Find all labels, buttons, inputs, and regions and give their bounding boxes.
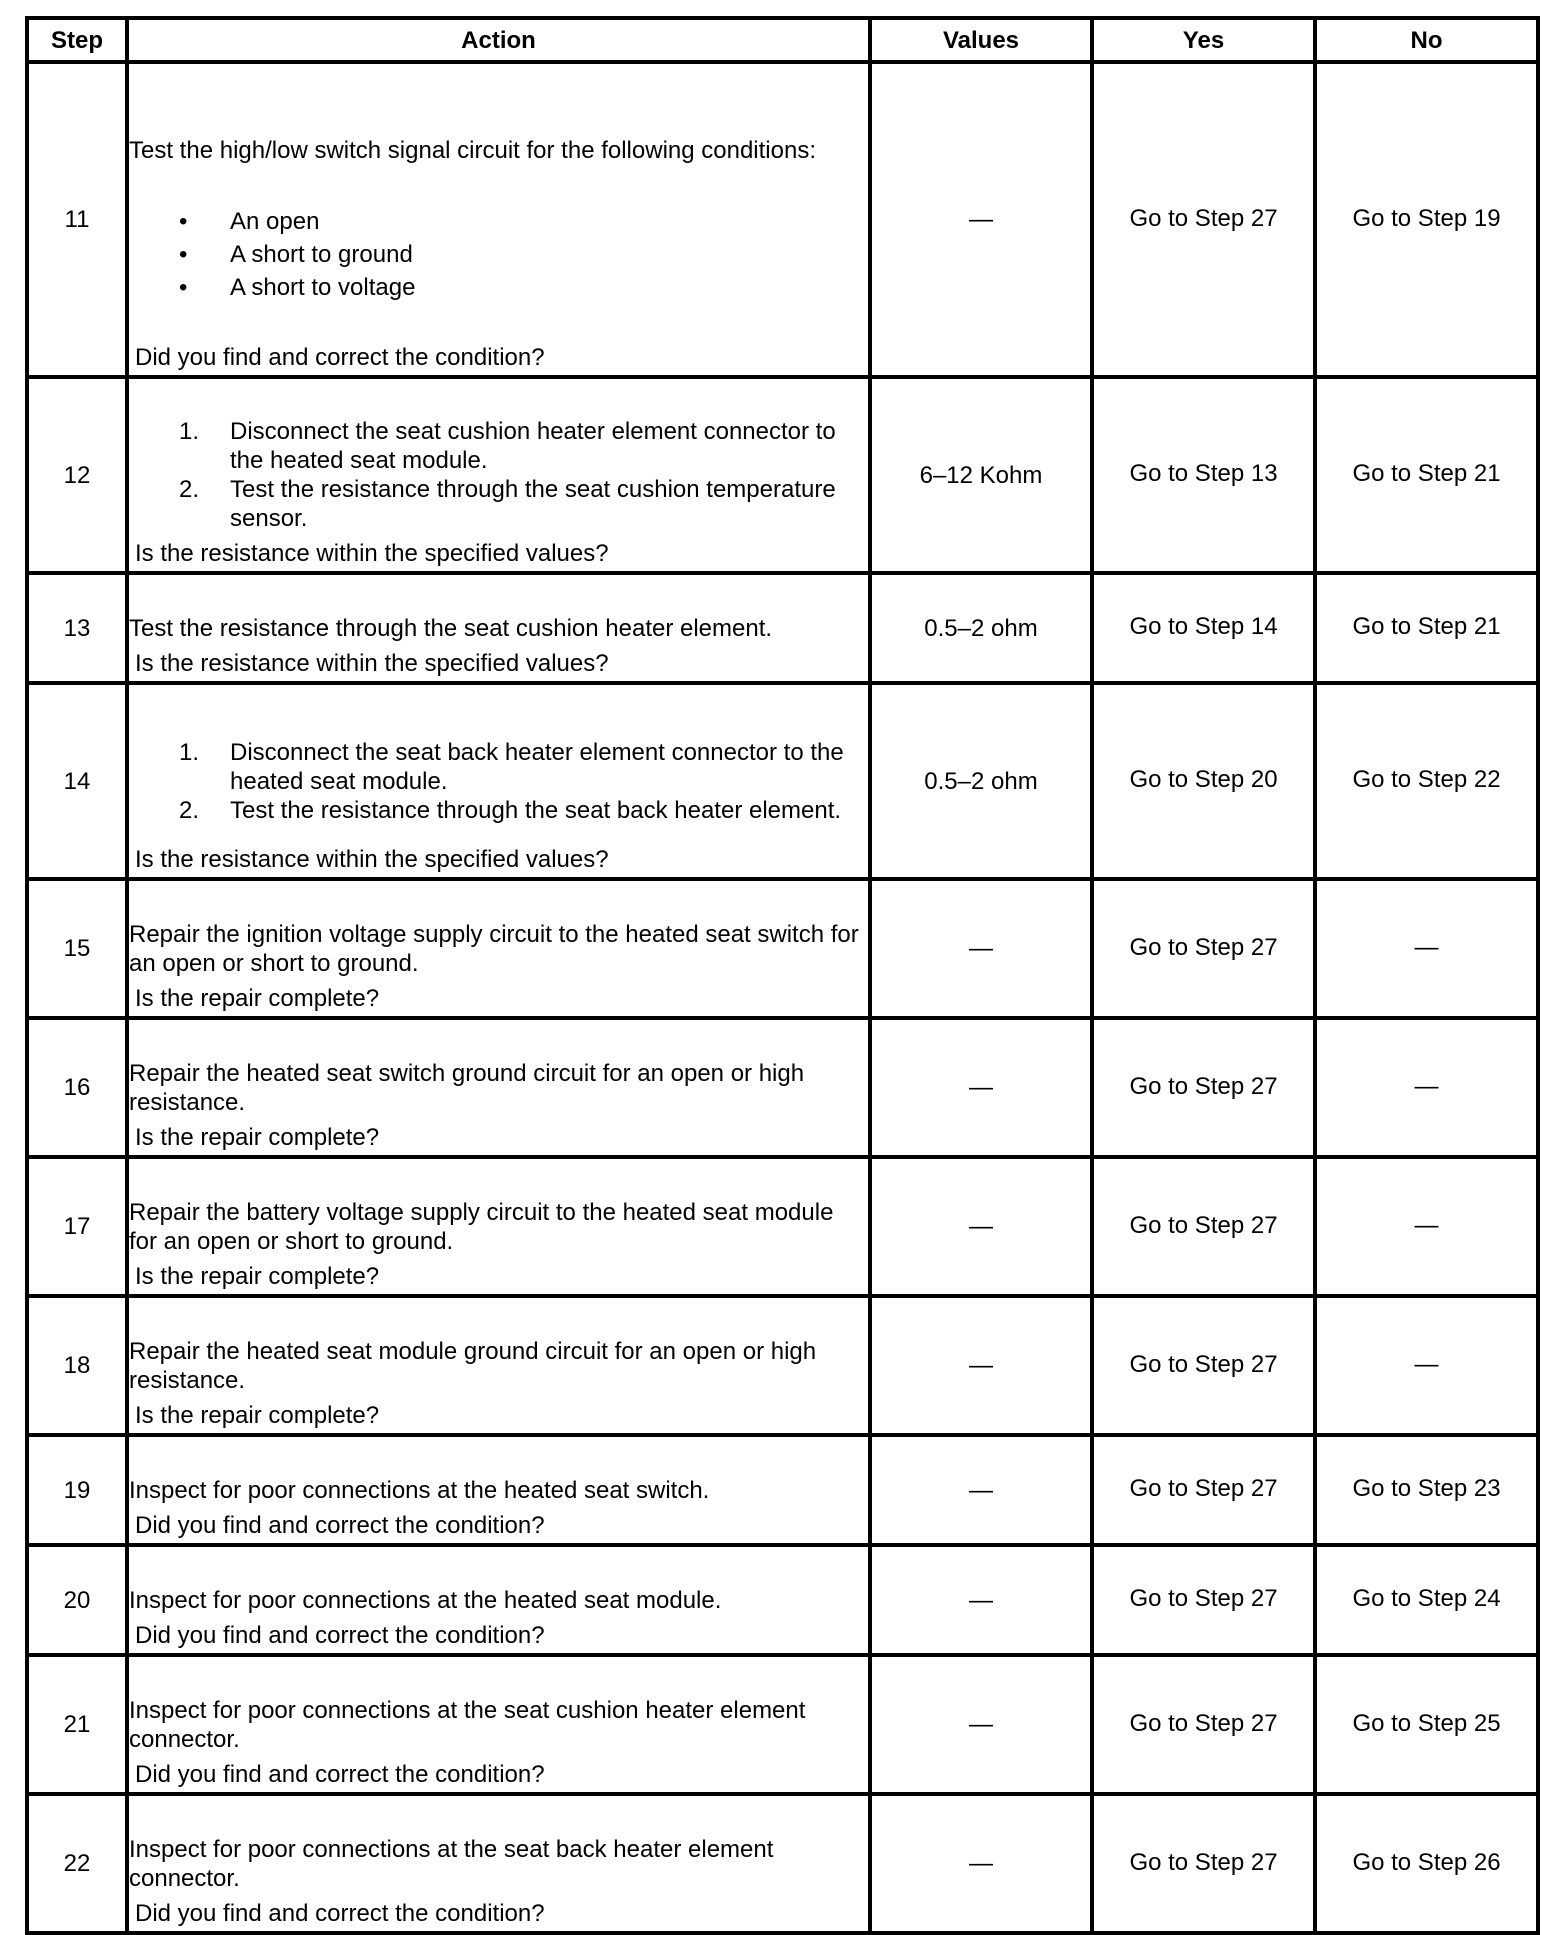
list-item: • An open — [129, 205, 868, 238]
action-intro: Repair the heated seat module ground circuit for an open or high resistance. — [129, 1337, 817, 1394]
yes-cell — [1092, 1794, 1315, 1933]
value-cell: — — [870, 1435, 1092, 1545]
no-link: Go to Step 21 — [1352, 460, 1501, 487]
no-cell — [1315, 1296, 1538, 1435]
yes-link: Go to Step 27 — [1129, 1709, 1278, 1737]
no-cell — [1315, 573, 1538, 683]
no-cell — [1315, 683, 1538, 879]
list-item: • A short to voltage — [129, 271, 868, 304]
yes-cell — [1092, 683, 1315, 879]
header-no: No — [1315, 18, 1538, 62]
yes-cell — [1092, 1435, 1315, 1545]
action-question: Did you find and correct the condition? — [135, 344, 545, 371]
action-intro: Inspect for poor connections at the seat back heater element connector. — [129, 1835, 774, 1892]
no-cell — [1315, 1655, 1538, 1794]
value-cell: — — [870, 1018, 1092, 1157]
value-cell: — — [870, 1545, 1092, 1655]
action-question: Is the repair complete? — [135, 985, 380, 1012]
no-cell — [1315, 377, 1538, 573]
value-cell: — — [870, 1296, 1092, 1435]
table-row — [27, 1018, 1538, 1157]
list-item: 2. Test the resistance through the seat cushion temperature sensor. — [179, 476, 836, 532]
table-row — [27, 1435, 1538, 1545]
yes-cell — [1092, 377, 1315, 573]
no-link: Go to Step 19 — [1352, 204, 1501, 232]
action-intro: Test the resistance through the seat cushion heater element. — [129, 614, 773, 642]
action-question: Did you find and correct the condition? — [135, 1761, 545, 1788]
action-question: Did you find and correct the condition? — [135, 1900, 545, 1927]
action-cell — [127, 1794, 870, 1933]
step-number: 15 — [27, 879, 127, 1018]
yes-cell — [1092, 879, 1315, 1018]
header-values: Values — [870, 18, 1092, 62]
value-cell: — — [870, 1157, 1092, 1296]
table-row — [27, 1794, 1538, 1933]
table-row — [27, 1545, 1538, 1655]
action-cell — [127, 1296, 870, 1435]
yes-link: Go to Step 20 — [1129, 766, 1278, 793]
step-number: 18 — [27, 1296, 127, 1435]
action-intro: Test the high/low switch signal circuit for the following conditions: — [129, 136, 816, 164]
yes-cell — [1092, 1296, 1315, 1435]
step-number: 14 — [27, 683, 127, 879]
no-cell — [1315, 1794, 1538, 1933]
table-row — [27, 62, 1538, 377]
value-cell: — — [870, 1794, 1092, 1933]
table-row — [27, 377, 1538, 573]
step-number: 17 — [27, 1157, 127, 1296]
action-cell — [127, 1157, 870, 1296]
action-intro: Repair the heated seat switch ground circuit for an open or high resistance. — [129, 1059, 805, 1116]
action-question: Is the repair complete? — [135, 1124, 380, 1151]
no-cell — [1315, 1018, 1538, 1157]
table-row — [27, 683, 1538, 879]
no-link: Go to Step 25 — [1352, 1709, 1501, 1737]
no-link: Go to Step 22 — [1352, 766, 1501, 793]
step-number: 11 — [27, 62, 127, 377]
action-cell — [127, 1435, 870, 1545]
procedure-list — [129, 738, 868, 825]
diagnostic-table — [25, 16, 1540, 1935]
header-step: Step — [27, 18, 127, 62]
action-intro: Repair the battery voltage supply circuit to the heated seat module for an open or short to ground. — [129, 1198, 834, 1255]
step-number: 16 — [27, 1018, 127, 1157]
yes-link: Go to Step 14 — [1129, 613, 1278, 640]
step-number: 13 — [27, 573, 127, 683]
action-question: Is the repair complete? — [135, 1402, 380, 1429]
yes-link: Go to Step 27 — [1129, 1848, 1278, 1876]
no-cell — [1315, 879, 1538, 1018]
action-cell — [127, 1018, 870, 1157]
value-cell: 0.5–2 ohm — [870, 683, 1092, 879]
yes-link: Go to Step 27 — [1129, 1350, 1278, 1378]
action-question: Is the repair complete? — [135, 1263, 380, 1290]
yes-link: Go to Step 27 — [1129, 1585, 1278, 1612]
no-cell — [1315, 1435, 1538, 1545]
step-number: 22 — [27, 1794, 127, 1933]
yes-link: Go to Step 27 — [1129, 1211, 1278, 1239]
action-question: Is the resistance within the specified values? — [135, 846, 609, 873]
table-row — [27, 1655, 1538, 1794]
value-cell: 6–12 Kohm — [870, 377, 1092, 573]
action-cell — [127, 377, 870, 573]
no-link: Go to Step 26 — [1352, 1848, 1501, 1876]
bullet-icon: • — [179, 273, 188, 301]
value-cell: — — [870, 62, 1092, 377]
list-item: 2. Test the resistance through the seat back heater element. — [179, 796, 842, 824]
action-intro: Inspect for poor connections at the heated seat switch. — [129, 1476, 710, 1504]
yes-link: Go to Step 13 — [1129, 460, 1278, 487]
yes-cell — [1092, 573, 1315, 683]
action-intro: Repair the ignition voltage supply circuit to the heated seat switch for an open or short to ground. — [129, 920, 859, 977]
procedure-list — [129, 417, 868, 533]
yes-link: Go to Step 27 — [1129, 1072, 1278, 1100]
action-question: Did you find and correct the condition? — [135, 1512, 545, 1539]
no-link: — — [1414, 933, 1439, 961]
action-intro: Inspect for poor connections at the heated seat module. — [129, 1586, 722, 1614]
no-link: — — [1414, 1350, 1439, 1378]
step-number: 19 — [27, 1435, 127, 1545]
list-item: 1. Disconnect the seat back heater element connector to the heated seat module. — [179, 738, 844, 795]
no-cell — [1315, 1157, 1538, 1296]
no-link: — — [1414, 1211, 1439, 1239]
action-question: Is the resistance within the specified values? — [135, 650, 609, 677]
step-number: 21 — [27, 1655, 127, 1794]
table-row — [27, 573, 1538, 683]
bullet-icon: • — [179, 240, 188, 268]
value-cell: — — [870, 879, 1092, 1018]
step-number: 12 — [27, 377, 127, 573]
action-question: Is the resistance within the specified values? — [135, 540, 609, 567]
yes-cell — [1092, 1018, 1315, 1157]
action-cell — [127, 1545, 870, 1655]
table-row — [27, 1296, 1538, 1435]
header-yes: Yes — [1092, 18, 1315, 62]
yes-cell — [1092, 1157, 1315, 1296]
yes-cell — [1092, 1545, 1315, 1655]
value-cell: — — [870, 1655, 1092, 1794]
no-cell — [1315, 62, 1538, 377]
yes-link: Go to Step 27 — [1129, 204, 1278, 232]
no-link: Go to Step 24 — [1352, 1585, 1501, 1612]
action-cell — [127, 879, 870, 1018]
header-action: Action — [127, 18, 870, 62]
no-link: Go to Step 23 — [1352, 1475, 1501, 1502]
step-number: 20 — [27, 1545, 127, 1655]
value-cell: 0.5–2 ohm — [870, 573, 1092, 683]
no-link: — — [1414, 1072, 1439, 1100]
action-intro: Inspect for poor connections at the seat cushion heater element connector. — [129, 1696, 806, 1753]
action-cell — [127, 573, 870, 683]
list-item: • A short to ground — [129, 238, 868, 271]
bullet-icon: • — [179, 207, 188, 235]
yes-cell — [1092, 1655, 1315, 1794]
yes-cell — [1092, 62, 1315, 377]
yes-link: Go to Step 27 — [1129, 933, 1278, 961]
action-cell — [127, 62, 870, 377]
no-link: Go to Step 21 — [1352, 613, 1501, 640]
list-item: 1. Disconnect the seat cushion heater element connector to the heated seat module. — [179, 418, 836, 474]
condition-list — [129, 205, 868, 304]
table-row — [27, 879, 1538, 1018]
yes-link: Go to Step 27 — [1129, 1475, 1278, 1502]
no-cell — [1315, 1545, 1538, 1655]
action-question: Did you find and correct the condition? — [135, 1622, 545, 1649]
action-cell — [127, 1655, 870, 1794]
table-row — [27, 1157, 1538, 1296]
header-row — [27, 18, 1538, 62]
action-cell — [127, 683, 870, 879]
